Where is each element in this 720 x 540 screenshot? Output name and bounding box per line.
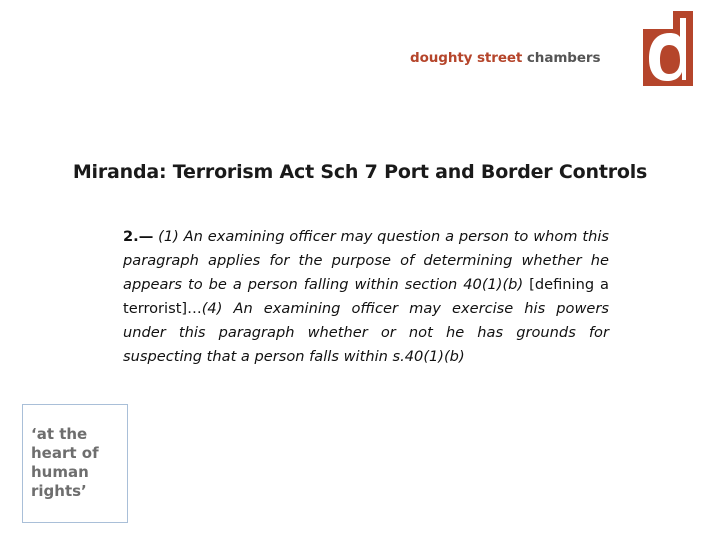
tagline-box	[22, 404, 128, 523]
brand-d-logo-icon	[643, 11, 693, 86]
section-number: 2.—	[123, 228, 154, 245]
tagline-text	[31, 425, 99, 501]
tagline-line: rights’	[31, 482, 87, 500]
tagline-line: human	[31, 463, 89, 481]
wordmark-part2: chambers	[526, 50, 601, 66]
wordmark-part1: doughty street	[410, 50, 523, 66]
brand-wordmark	[410, 50, 600, 66]
statute-clause-4: (4) An examining officer may exercise his powers under this paragraph whether or not he has grounds for suspecting that a person falls within s.40(1)(b)	[123, 300, 609, 365]
logo-notch	[643, 11, 673, 29]
slide-title: Miranda: Terrorism Act Sch 7 Port and Border Controls	[72, 161, 648, 183]
tagline-line: ‘at the	[31, 425, 88, 443]
bracket-note: [defining a terrorist]…	[123, 276, 610, 317]
statute-excerpt	[123, 225, 609, 369]
statute-clause-1: (1) An examining officer may question a person to whom this paragraph applies for the purpose of determining whether he appears to be a person falling within section 40(1)(b)	[123, 228, 609, 293]
tagline-line: heart of	[31, 444, 99, 462]
